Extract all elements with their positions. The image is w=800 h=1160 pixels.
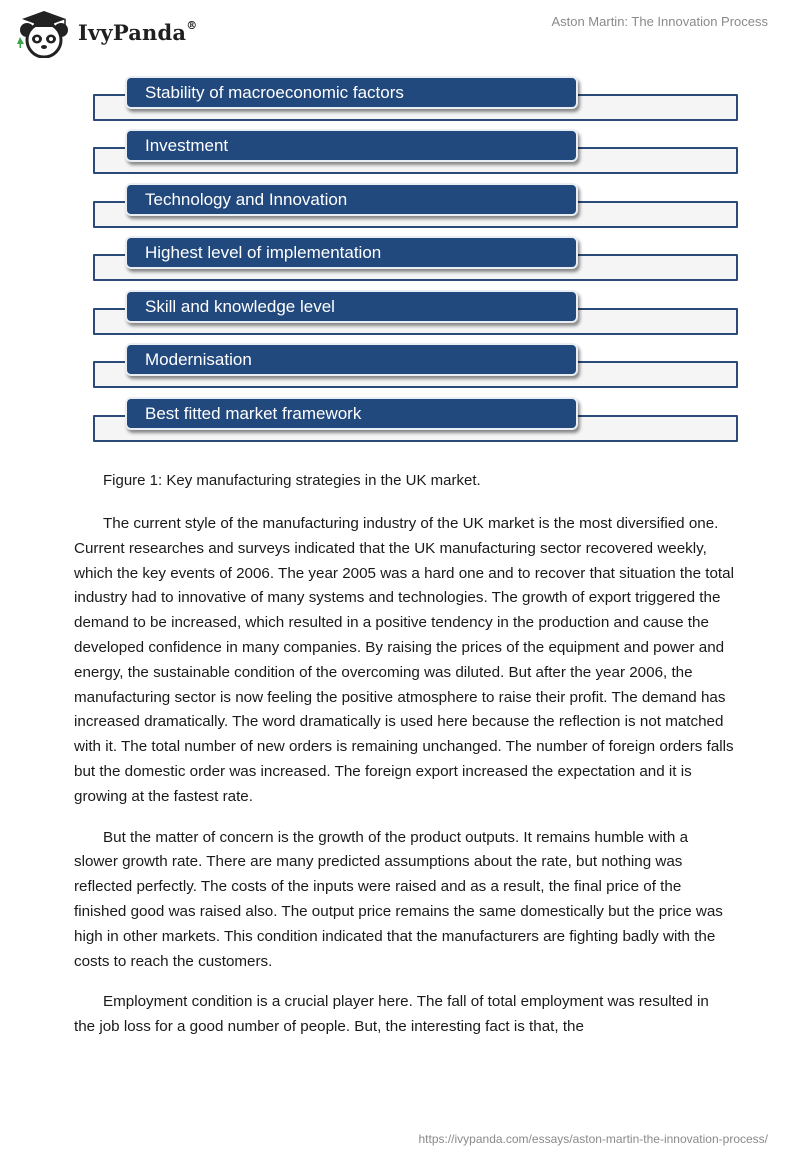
figure-row xyxy=(0,286,800,339)
strategy-figure xyxy=(0,72,800,452)
figure-item-label: Modernisation xyxy=(125,343,578,376)
source-url-link[interactable]: https://ivypanda.com/essays/aston-martin-the-innovation-process/ xyxy=(418,1132,768,1146)
body-paragraph: But the matter of concern is the growth of the product outputs. It remains humble with a slower growth rate. There are many predicted assumptions about the rate, but nothing was reflected perfectly. The costs of the inputs were raised and as a result, the final price of the finished good was raised also. The output price remains the same domestically but the price was high in other markets. This condition indicated that the manufacturers are fighting badly with the costs to reach the customers. xyxy=(74,828,723,970)
figure-item-label: Stability of macroeconomic factors xyxy=(125,76,578,109)
panda-logo-icon[interactable] xyxy=(14,8,74,58)
brand-name[interactable]: IvyPanda® xyxy=(78,19,198,45)
body-paragraph: The current style of the manufacturing industry of the UK market is the most diversified one. Current researches and surveys indicated that the UK manufacturing sector recovered weekly, which the key events of 2006. The year 2005 was a hard one and to recover that situation the total industry had to innovative of many systems and technologies. The growth of export triggered the demand to be increased, which resulted in a positive tendency in the production and cause the developed confidence in many companies. By raising the prices of the equipment and power and energy, the sustainable condition of the overcoming was diluted. But after the year 2006, the manufacturing sector is now feeling the positive atmosphere to raise their profit. The demand has increased dramatically. The word dramatically is used here because the reflection is not matched with it. The total number of new orders is remaining unchanged. The number of foreign orders falls but the domestic order was increased. The foreign export increased the expectation and it is growing at the fastest rate. xyxy=(74,515,734,805)
figure-caption: Figure 1: Key manufacturing strategies in the UK market. xyxy=(103,472,481,489)
document-title: Aston Martin: The Innovation Process xyxy=(551,14,768,29)
figure-row xyxy=(0,72,800,125)
body-paragraph: Employment condition is a crucial player here. The fall of total employment was resulted in the job loss for a good number of people. But, the interesting fact is that, the xyxy=(74,993,709,1036)
figure-row xyxy=(0,179,800,232)
figure-row xyxy=(0,232,800,285)
figure-row xyxy=(0,393,800,446)
figure-item-label: Highest level of implementation xyxy=(125,236,578,269)
figure-item-label: Best fitted market framework xyxy=(125,397,578,430)
article-body xyxy=(74,512,734,1056)
figure-item-label: Investment xyxy=(125,129,578,162)
figure-row xyxy=(0,339,800,392)
figure-row xyxy=(0,125,800,178)
figure-item-label: Skill and knowledge level xyxy=(125,290,578,323)
figure-item-label: Technology and Innovation xyxy=(125,183,578,216)
page-header xyxy=(0,0,800,70)
